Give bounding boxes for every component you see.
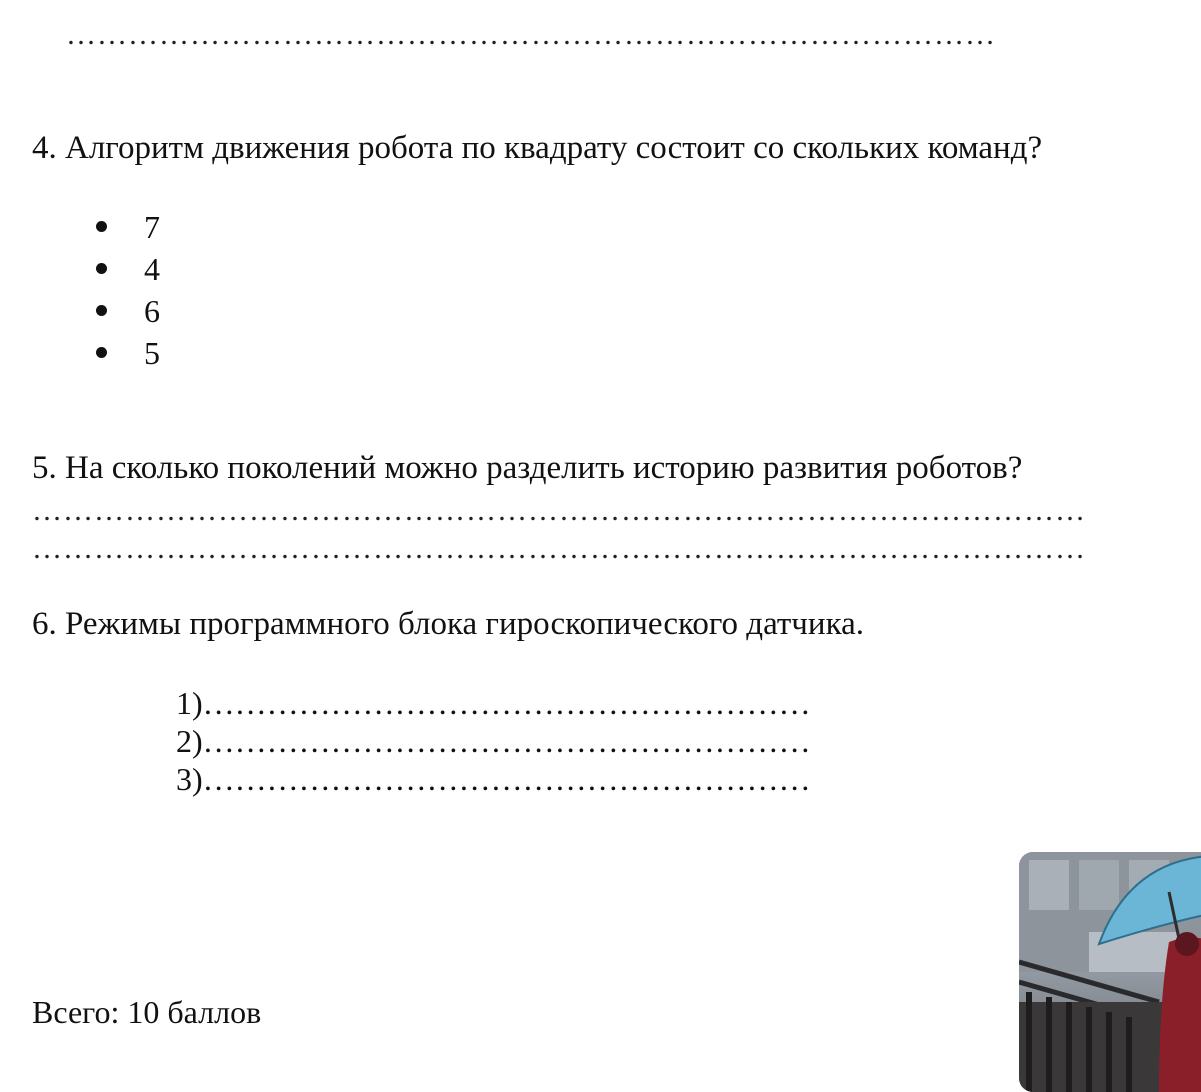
top-answer-line: ……………………………………………………………………………… <box>66 20 996 50</box>
option-label: 7 <box>144 209 160 245</box>
option-label: 6 <box>144 293 160 329</box>
total-score: Всего: 10 баллов <box>32 994 262 1030</box>
question-5: 5. На сколько поколений можно разделить историю развития роботов? <box>32 450 1023 486</box>
option-label: 4 <box>144 251 160 287</box>
question-5-answer-line-1: ………………………………………………………………………………………… <box>32 496 1086 526</box>
bullet-icon <box>96 221 107 232</box>
thumbnail-image[interactable] <box>1019 852 1201 1092</box>
numbered-answer-line: 3)………………………………………………… <box>176 761 811 797</box>
bullet-icon <box>96 263 107 274</box>
question-6-answer-list <box>176 684 886 798</box>
question-6: 6. Режимы программного блока гироскопического датчика. <box>32 606 864 642</box>
question-5-answer-line-2: ………………………………………………………………………………………… <box>32 534 1086 564</box>
bullet-icon <box>96 305 107 316</box>
bullet-icon <box>96 347 107 358</box>
option-label: 5 <box>144 335 160 371</box>
numbered-answer-line: 2)………………………………………………… <box>176 723 811 759</box>
thumbnail-illustration <box>1019 852 1201 1092</box>
question-4: 4. Алгоритм движения робота по квадрату состоит со скольких команд? <box>32 130 1043 166</box>
numbered-answer-line: 1)………………………………………………… <box>176 685 811 721</box>
